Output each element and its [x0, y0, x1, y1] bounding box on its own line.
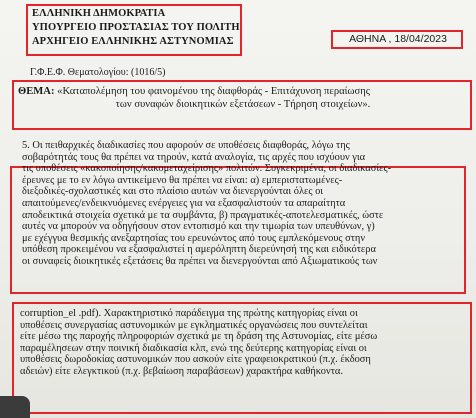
text-line: αδειών) είτε ελεγκτικού (π.χ. βεβαίωση παραβάσεων) χαρακτήρα καθήκοντα.: [20, 365, 343, 377]
paragraph-5: [22, 140, 470, 268]
letterhead-line: ΑΡΧΗΓΕΙΟ ΕΛΛΗΝΙΚΗΣ ΑΣΤΥΝΟΜΙΑΣ: [32, 36, 234, 47]
photo-edge-shadow: [0, 396, 30, 418]
letterhead-line: ΕΛΛΗΝΙΚΗ ΔΗΜΟΚΡΑΤΙΑ: [32, 8, 166, 19]
text-line: έρευνες με το εν λόγω αντικείμενο θα πρέπει να είναι: α) εμπεριστατωμένες-: [22, 174, 343, 186]
reference-number: Γ.Φ.Ε.Φ. Θεματολογίου: (1016/5): [30, 67, 166, 78]
text-line: αυτές να μπορούν να οδηγήσουν στον εντοπισμό και την τιμωρία των υπευθύνων, γ): [22, 221, 375, 233]
text-line: σοβαρότητάς τους θα πρέπει να τηρούν, κατά αναλογία, τις αρχές που ισχύουν για: [22, 151, 366, 163]
subject-label: ΘΕΜΑ:: [18, 86, 55, 97]
text-line: υποθέσεις συνεργασίας αστυνομικών με εγκληματικές οργανώσεις που συντελείται: [20, 319, 368, 331]
text-line: απαιτούμενες/ενδεικνυόμενες ενέργειες για να εξασφαλιστούν τα απαραίτητα: [22, 197, 346, 209]
letterhead-line: ΥΠΟΥΡΓΕΙΟ ΠΡΟΣΤΑΣΙΑΣ ΤΟΥ ΠΟΛΙΤΗ: [32, 22, 240, 33]
text-line: με εχέγγυα θεσμικής ανεξαρτησίας του ερευνώντος από τους εμπλεκόμενους στην: [22, 232, 366, 244]
letterhead: [32, 7, 240, 49]
text-line: 5. Οι πειθαρχικές διαδικασίες που αφορούν σε υποθέσεις διαφθοράς, λόγω της: [22, 140, 350, 151]
document-date: ΑΘΗΝΑ , 18/04/2023: [349, 33, 447, 45]
text-line: διεξοδικές-σχολαστικές και στο πλαίσιο αυτών να διενεργούνται όλες οι: [22, 186, 324, 198]
bottom-excerpt: [20, 308, 468, 378]
text-line: είτε μέσω της παροχής πληροφοριών σχετικά με τη δράση της Αστυνομίας, είτε μέσω: [20, 331, 378, 343]
subject-line: των συναφών διοικητικών εξετάσεων - Τήρηση στοιχείων».: [115, 99, 371, 110]
text-line: τις υποθέσεις «κακοποίησης/κακομεταχείρισης» πολιτών. Συγκεκριμένα, οι διαδικασίες-: [22, 163, 392, 175]
text-line: υπόθεση προκειμένου να εξασφαλιστεί η αμερόληπτη διερεύνησή της και ειδικότερα: [22, 244, 376, 256]
text-line: οι συναφείς διοικητικές εξετάσεις θα πρέπει να διενεργούνται από Αξιωματικούς των: [22, 255, 378, 267]
text-line: υποθέσεις δωροδοκίας αστυνομικών που ασκούν είτε γραφειοκρατικού (π.χ. έκδοση: [20, 354, 371, 366]
subject-line: «Καταπολέμηση του φαινομένου της διαφθοράς - Επιτάχυνση περαίωσης: [57, 86, 370, 97]
text-line: corruption_el .pdf). Χαρακτηριστικό παράδειγμα της πρώτης κατηγορίας είναι οι: [20, 308, 358, 319]
text-line: παραμέλησεων στην ποινική διαδικασία κλπ, ενώ της δεύτερης κατηγορίας είναι οι: [20, 342, 367, 354]
text-line: αποδεικτικά στοιχεία σχετικά με τα συμβάντα, β) πραγματικές-αποτελεσματικές, ώστε: [22, 209, 384, 221]
subject-block: [18, 85, 468, 111]
